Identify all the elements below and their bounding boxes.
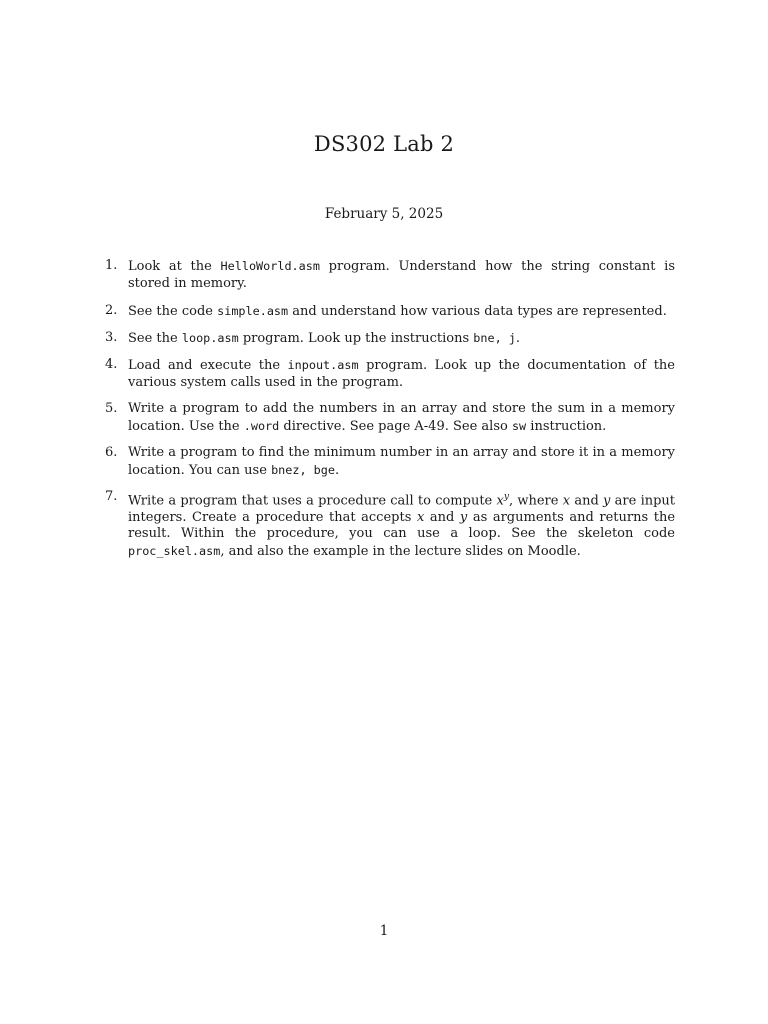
item-number: 3. — [105, 330, 118, 345]
item-text: , and also the example in the lecture slides on Moodle. — [220, 543, 581, 559]
item-text: program. Understand how the string constant is stored in memory. — [128, 259, 675, 291]
item-text: and understand how various data types are represented. — [288, 304, 667, 319]
item-text: program. Look up the documentation of the various system calls used in the program. — [128, 358, 675, 390]
item-text: directive. See page A-49. See also — [279, 418, 512, 434]
item-text: are input integers. Create a procedure that accepts — [128, 493, 676, 525]
item-number: 1. — [105, 258, 118, 273]
item-text: See the — [128, 331, 182, 346]
math-variable: x — [416, 509, 425, 525]
math-exponent: y — [503, 492, 509, 502]
item-text: as arguments and returns the result. Within the procedure, you can use a loop. See the skeleton code — [128, 509, 676, 542]
code-instructions: bnez, bge — [271, 462, 335, 477]
item-text: . — [334, 462, 340, 478]
item-number: 5. — [105, 401, 118, 416]
item-text: Look at the — [128, 259, 221, 274]
item-text: and — [424, 509, 460, 525]
item-text: instruction. — [526, 418, 607, 434]
item-text: See the code — [128, 304, 218, 319]
math-variable: y — [603, 493, 611, 509]
math-variable: x — [496, 493, 504, 509]
item-number: 4. — [105, 357, 118, 372]
list-item-6 — [105, 445, 675, 479]
item-text: program. Look up the instructions — [238, 331, 474, 346]
list-item-5 — [105, 401, 675, 435]
item-text: Load and execute the — [128, 358, 288, 373]
item-text: Write a program to add the numbers in an array and store the sum in a memory location. Use the — [128, 401, 675, 434]
item-number: 2. — [105, 303, 118, 318]
item-text: Write a program that uses a procedure call to compute — [128, 493, 497, 509]
code-filename: simple.asm — [217, 304, 289, 318]
document-title: DS302 Lab 2 — [313, 132, 455, 156]
item-number: 6. — [105, 445, 118, 460]
item-number: 7. — [105, 489, 118, 504]
item-text: , where — [508, 493, 563, 509]
item-text: . — [515, 331, 521, 346]
item-text: and — [570, 493, 604, 509]
list-item-7 — [105, 489, 675, 560]
math-variable: x — [562, 493, 571, 509]
page-number: 1 — [379, 923, 389, 939]
code-instructions: bne, j — [473, 331, 516, 345]
code-directive: .word — [243, 418, 280, 433]
code-instruction: sw — [511, 418, 527, 433]
item-text: Write a program to find the minimum number in an array and store it in a memory location. You can use — [128, 445, 675, 478]
code-filename: inpout.asm — [287, 358, 359, 372]
math-variable: y — [459, 509, 468, 525]
code-filename: HelloWorld.asm — [220, 259, 320, 273]
list-item-1 — [105, 258, 675, 292]
document-date: February 5, 2025 — [324, 206, 444, 222]
code-filename: loop.asm — [181, 331, 239, 345]
code-filename: proc_skel.asm — [128, 543, 221, 558]
list-item-3 — [105, 330, 675, 348]
list-item-4 — [105, 357, 675, 391]
list-item-2 — [105, 303, 675, 321]
